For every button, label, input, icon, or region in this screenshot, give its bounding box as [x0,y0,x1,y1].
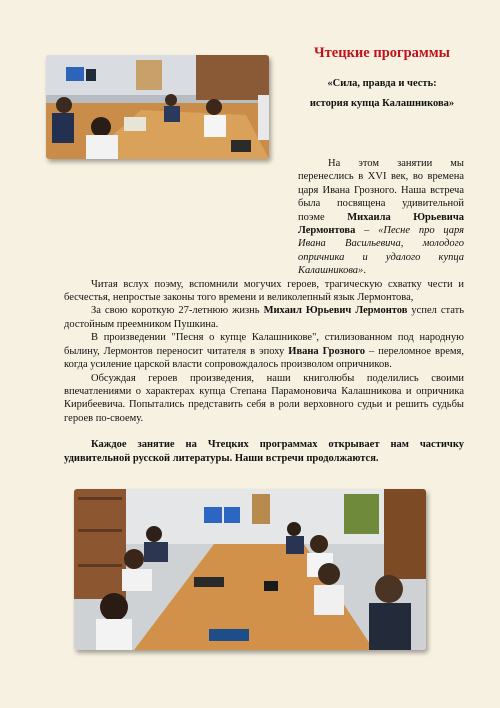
paragraph-3 [64,304,464,331]
poem-title: «Песне про царя Ивана Васильевича, молодого опричника и удалого купца Калашникова» [298,225,464,277]
paragraph-5: Обсуждая героев произведения, наши книголюбы поделились своими впечатлениями о характерах купца Степана Парамоновича Калашникова и опричника Кирибеевича. Попытались представить себя в роли верховного судьи и решить судьбы героев по-своему. [64,372,464,424]
paragraph-4 [64,331,464,371]
tsar-name: Ивана Грозного [288,345,366,357]
text-run: На этом занятии мы перенеслись в XVI век, во времена царя Ивана Грозного. Наша встреча была посвящена удивительной поэме [298,158,464,223]
paragraph-2: Читая вслух поэму, вспомнили могучих героев, трагическую схватку чести и бесчестья, непростые законы того времени и великолепный язык Лермонтова, [64,278,464,304]
author-name: Михаил Юрьевич Лермонтов [263,305,408,317]
author-name: Михаила Юрьевича Лермонтова [298,211,464,237]
classroom-photo-bottom [74,489,426,650]
closing-bold: Каждое занятие на Чтецких программах открывает нам частичку удивительной русской литературы [64,439,464,464]
paragraph-6 [64,438,464,465]
text-run: В произведении "Песня о купце Калашникове", стилизованном под народную былину, Лермонтов переносит читателя в эпоху [64,332,464,357]
subtitle-line-1: «Сила, правда и честь: [327,78,437,89]
subtitle-line-2: история купца Калашникова» [309,98,455,109]
article-body [64,157,464,465]
text-run: – [355,225,379,237]
text-run: успел стать достойным преемником Пушкина. [64,305,464,330]
text-run: – переломное время, когда усиление царской власти сопровождалось произволом опричников. [64,345,465,371]
page-title: Чтецкие программы [314,45,450,61]
closing-bold: . Наши встречи продолжаются. [229,452,379,464]
paragraph-1 [64,157,464,278]
text-run: . [363,265,366,277]
classroom-photo-top [46,55,269,159]
text-run: За свою короткую 27-летнюю жизнь [91,305,264,317]
